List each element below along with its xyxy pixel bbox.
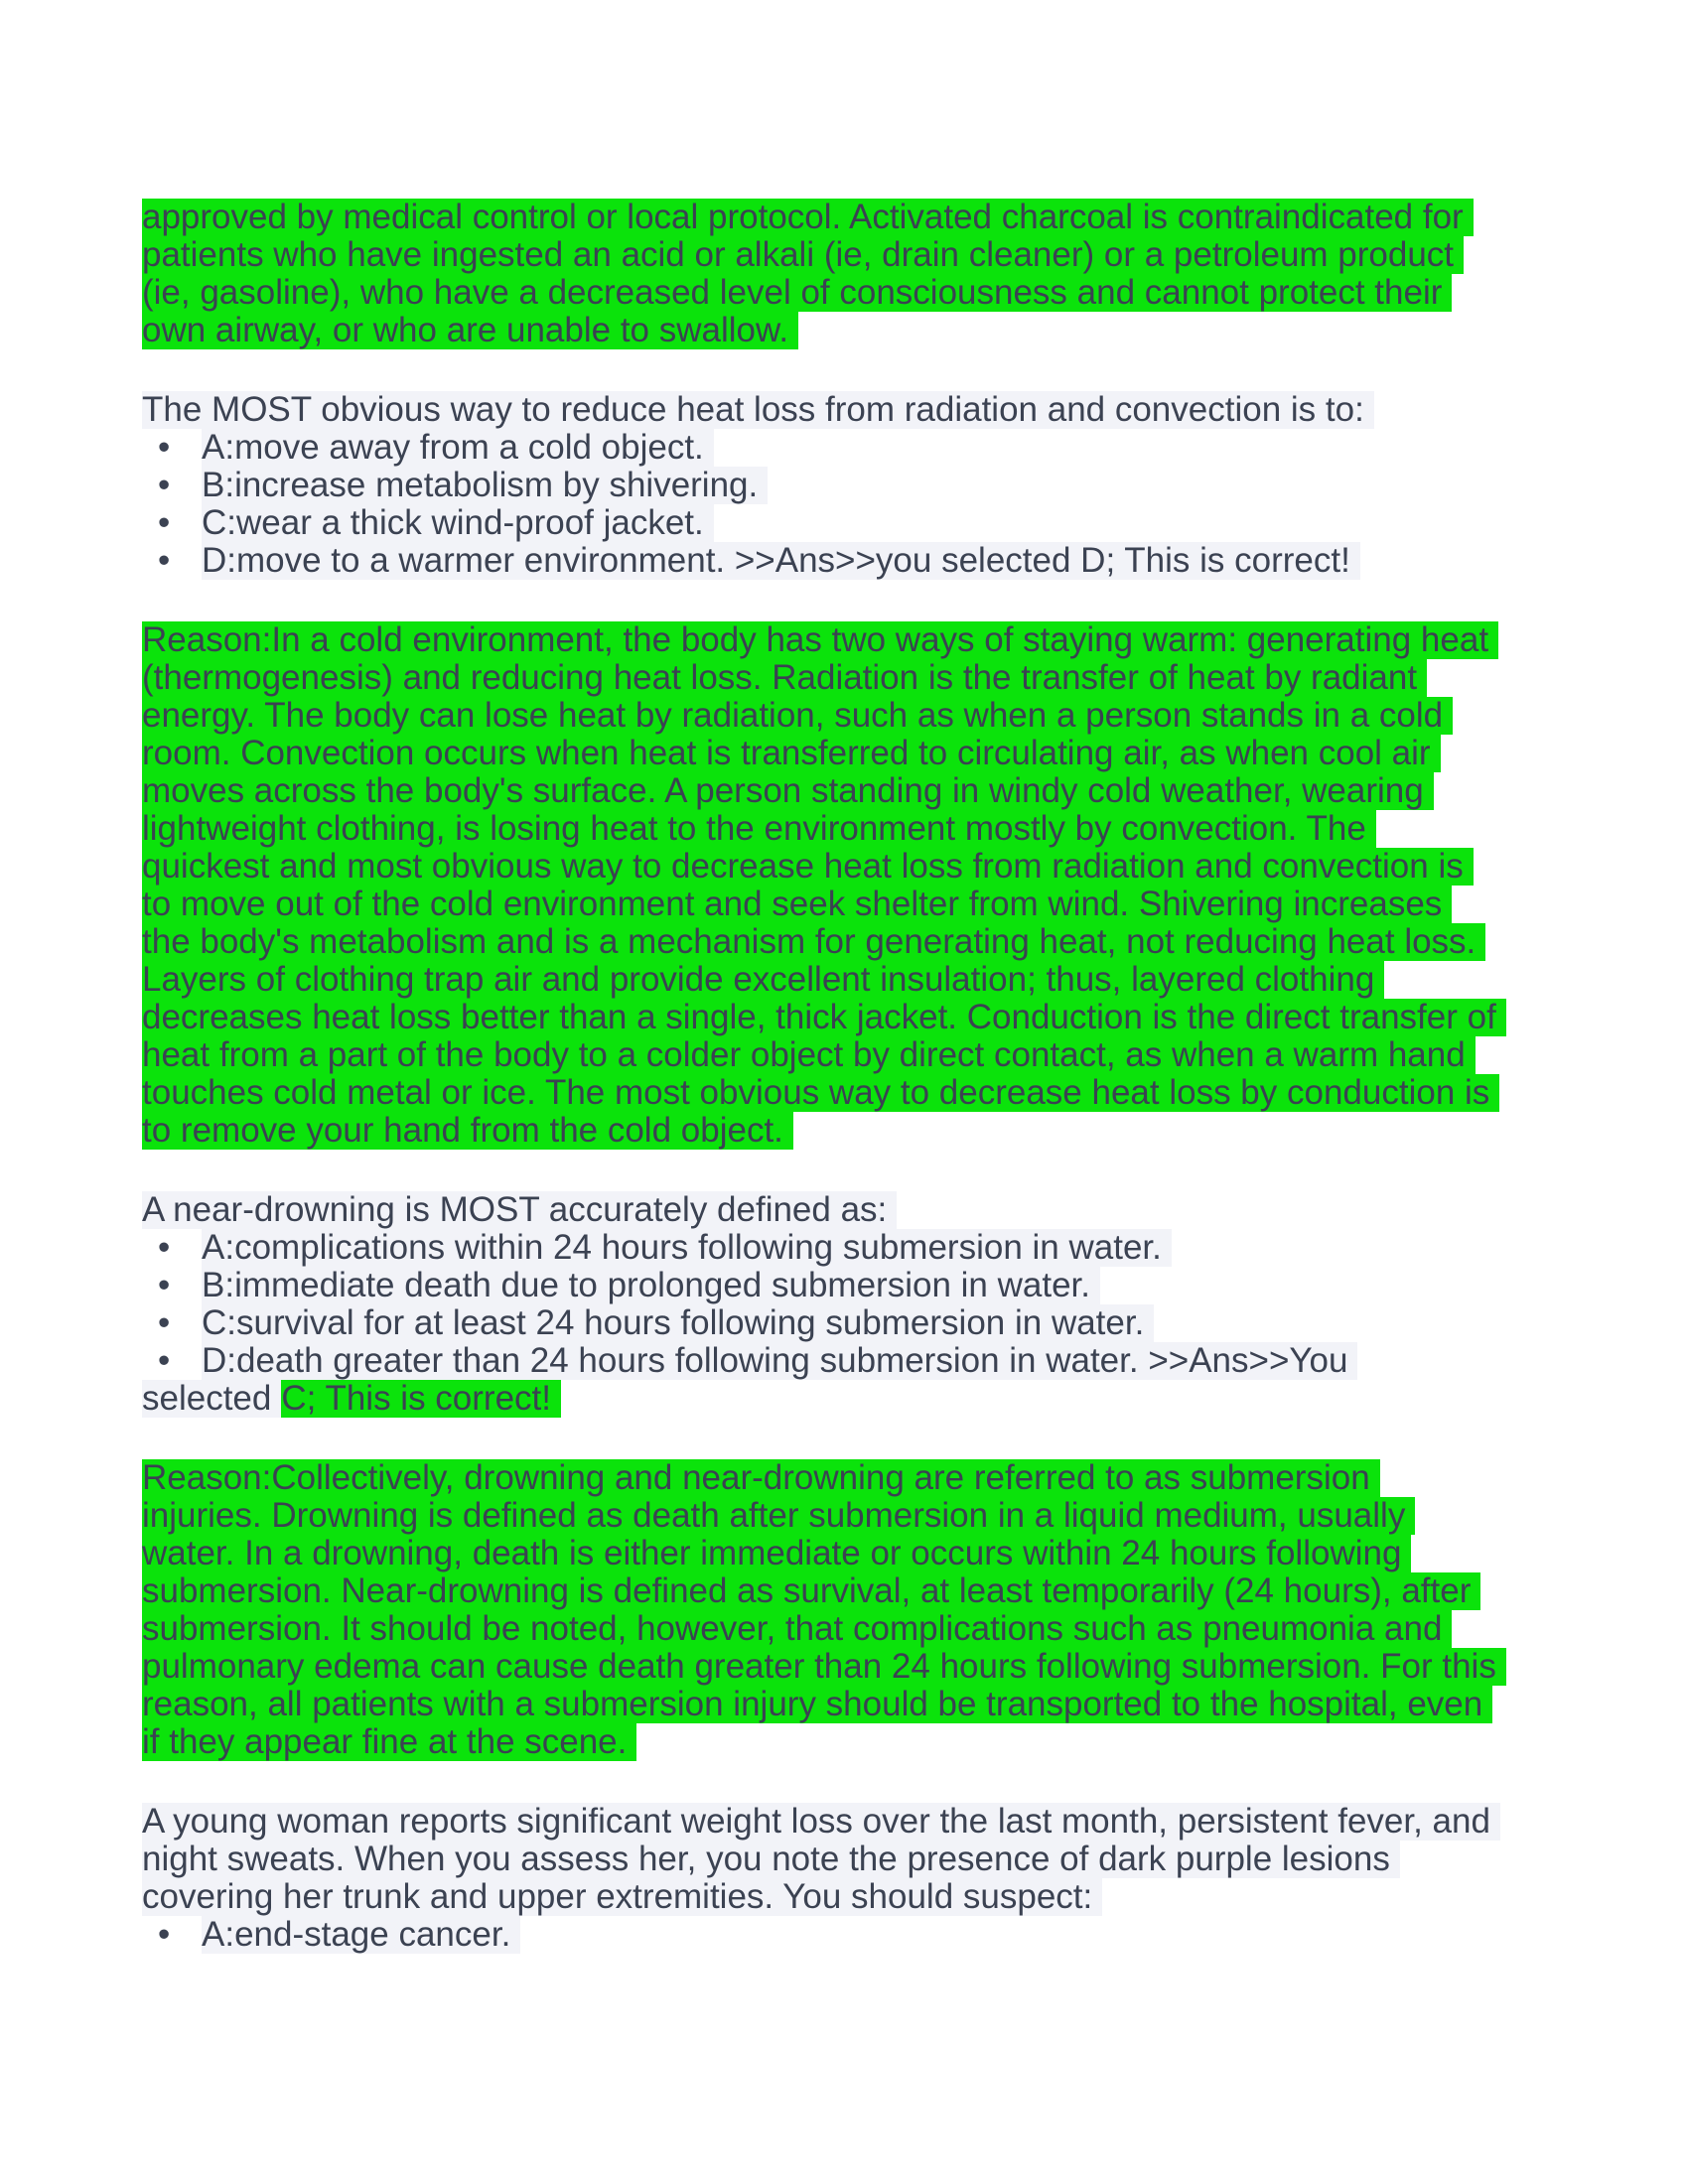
charcoal-contraindication-note [142,199,1688,349]
text-segment: A:complications within 24 hours following submersion in water. [202,1229,1172,1267]
question-weight-loss [142,1803,1688,1954]
text-segment: selected [142,1380,281,1418]
text-segment: D:move to a warmer environment. >>Ans>>you selected D; This is correct! [202,542,1360,580]
bullet-marker: • [158,1341,171,1380]
text-segment: injuries. Drowning is defined as death after submersion in a liquid medium, usually [142,1497,1415,1535]
text-line [142,199,1688,236]
bullet-marker: • [158,1303,171,1342]
text-line [142,1304,1688,1342]
text-line [142,504,1688,542]
text-line [142,886,1688,923]
text-line [142,274,1688,312]
text-line [142,1610,1688,1648]
text-segment: energy. The body can lose heat by radiation, such as when a person stands in a cold [142,697,1453,735]
bullet-marker: • [158,1266,171,1304]
text-line [142,391,1688,429]
text-line [142,1497,1688,1535]
text-segment: pulmonary edema can cause death greater than 24 hours following submersion. For this [142,1648,1506,1686]
bullet-marker: • [158,466,171,504]
text-segment: to move out of the cold environment and seek shelter from wind. Shivering increases [142,886,1452,923]
text-line [142,1916,1688,1954]
text-segment: to remove your hand from the cold object. [142,1112,793,1150]
text-segment: Reason:In a cold environment, the body has two ways of staying warm: generating heat [142,621,1498,659]
text-line [142,1572,1688,1610]
text-segment: heat from a part of the body to a colder object by direct contact, as when a warm hand [142,1036,1476,1074]
text-line [142,1841,1688,1878]
text-segment: C; This is correct! [281,1380,561,1418]
text-line [142,961,1688,999]
text-line [142,659,1688,697]
text-segment: submersion. Near-drowning is defined as survival, at least temporarily (24 hours), after [142,1572,1480,1610]
text-segment: decreases heat loss better than a single, thick jacket. Conduction is the direct transfer of [142,999,1506,1036]
text-line [142,999,1688,1036]
bullet-marker: • [158,1915,171,1954]
text-segment: A:move away from a cold object. [202,429,714,467]
text-line [142,1229,1688,1267]
bullet-marker: • [158,541,171,580]
text-segment: Layers of clothing trap air and provide excellent insulation; thus, layered clothing [142,961,1384,999]
text-line [142,1036,1688,1074]
text-line [142,1112,1688,1150]
text-line [142,1191,1688,1229]
text-line [142,1074,1688,1112]
question-heat-loss [142,391,1688,580]
text-line [142,1648,1688,1686]
bullet-marker: • [158,1228,171,1267]
text-line [142,848,1688,886]
text-line [142,697,1688,735]
text-line [142,923,1688,961]
text-segment: D:death greater than 24 hours following submersion in water. >>Ans>>You [202,1342,1357,1380]
text-segment: approved by medical control or local protocol. Activated charcoal is contraindicated for [142,199,1474,236]
reason-near-drowning [142,1459,1688,1761]
text-line [142,542,1688,580]
text-line [142,429,1688,467]
text-segment: moves across the body's surface. A person standing in windy cold weather, wearing [142,772,1434,810]
text-segment: A young woman reports significant weight loss over the last month, persistent fever, and [142,1803,1500,1841]
text-segment: B:immediate death due to prolonged submersion in water. [202,1267,1100,1304]
text-line [142,1267,1688,1304]
text-segment: patients who have ingested an acid or alkali (ie, drain cleaner) or a petroleum product [142,236,1464,274]
text-line [142,735,1688,772]
text-line [142,1459,1688,1497]
text-segment: the body's metabolism and is a mechanism for generating heat, not reducing heat loss. [142,923,1485,961]
text-line [142,236,1688,274]
text-segment: if they appear fine at the scene. [142,1723,636,1761]
text-segment: B:increase metabolism by shivering. [202,467,768,504]
text-line [142,772,1688,810]
reason-heat-loss [142,621,1688,1150]
text-line [142,1723,1688,1761]
text-segment: reason, all patients with a submersion injury should be transported to the hospital, even [142,1686,1492,1723]
text-line [142,1380,1688,1418]
text-segment: water. In a drowning, death is either immediate or occurs within 24 hours following [142,1535,1411,1572]
text-line [142,810,1688,848]
text-segment: night sweats. When you assess her, you note the presence of dark purple lesions [142,1841,1400,1878]
text-segment: room. Convection occurs when heat is transferred to circulating air, as when cool air [142,735,1441,772]
text-line [142,1342,1688,1380]
text-line [142,1686,1688,1723]
text-segment: Reason:Collectively, drowning and near-drowning are referred to as submersion [142,1459,1380,1497]
text-segment: submersion. It should be noted, however, that complications such as pneumonia and [142,1610,1452,1648]
text-segment: lightweight clothing, is losing heat to the environment mostly by convection. The [142,810,1376,848]
text-line [142,1878,1688,1916]
text-line [142,467,1688,504]
text-segment: The MOST obvious way to reduce heat loss from radiation and convection is to: [142,391,1374,429]
text-segment: own airway, or who are unable to swallow. [142,312,798,349]
text-segment: (thermogenesis) and reducing heat loss. Radiation is the transfer of heat by radiant [142,659,1427,697]
text-line [142,1535,1688,1572]
text-line [142,312,1688,349]
bullet-marker: • [158,428,171,467]
question-near-drowning [142,1191,1688,1418]
text-segment: A:end-stage cancer. [202,1916,520,1954]
text-segment: touches cold metal or ice. The most obvious way to decrease heat loss by conduction is [142,1074,1499,1112]
text-segment: covering her trunk and upper extremities. You should suspect: [142,1878,1102,1916]
text-segment: (ie, gasoline), who have a decreased level of consciousness and cannot protect their [142,274,1452,312]
text-line [142,1803,1688,1841]
text-segment: A near-drowning is MOST accurately defined as: [142,1191,897,1229]
text-segment: C:wear a thick wind-proof jacket. [202,504,714,542]
bullet-marker: • [158,503,171,542]
text-line [142,621,1688,659]
text-segment: C:survival for at least 24 hours following submersion in water. [202,1304,1154,1342]
text-segment: quickest and most obvious way to decrease heat loss from radiation and convection is [142,848,1474,886]
